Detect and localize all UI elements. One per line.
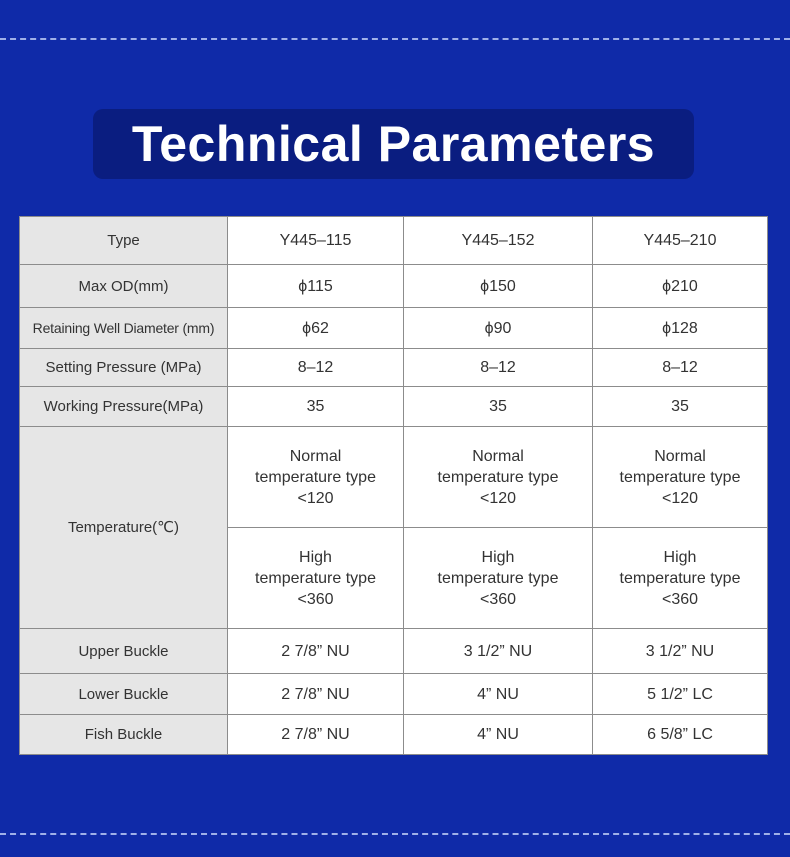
- top-dashed-divider: [0, 38, 790, 40]
- table-cell: 35: [228, 387, 404, 427]
- table-cell: 3 1/2” NU: [593, 629, 768, 674]
- page-title: Technical Parameters: [131, 116, 656, 172]
- row-label: Fish Buckle: [20, 715, 228, 755]
- table-cell: 2 7/8” NU: [228, 674, 404, 715]
- cell-line: High: [663, 548, 697, 566]
- table-cell: 3 1/2” NU: [404, 629, 593, 674]
- table-cell: Y445–115: [228, 217, 404, 265]
- cell-line: <120: [297, 489, 334, 507]
- table-cell: [593, 427, 768, 528]
- table-row-retaining-well-diameter: [20, 308, 768, 349]
- table-cell: 5 1/2” LC: [593, 674, 768, 715]
- cell-line: temperature type: [255, 569, 376, 587]
- table-cell: [228, 427, 404, 528]
- table-cell: 8–12: [228, 349, 404, 387]
- table-cell: ϕ128: [593, 308, 768, 349]
- table-row-upper-buckle: [20, 629, 768, 674]
- cell-line: temperature type: [437, 468, 559, 486]
- table-cell: Y445–152: [404, 217, 593, 265]
- table-cell: 2 7/8” NU: [228, 629, 404, 674]
- table-row-fish-buckle: [20, 715, 768, 755]
- title-banner: [93, 109, 694, 179]
- cell-line: <120: [479, 489, 517, 507]
- cell-line: High: [299, 548, 332, 566]
- table-cell: 6 5/8” LC: [593, 715, 768, 755]
- table-cell: Y445–210: [593, 217, 768, 265]
- table-row-setting-pressure: [20, 349, 768, 387]
- table-cell: 2 7/8” NU: [228, 715, 404, 755]
- table-cell: ϕ150: [404, 265, 593, 308]
- table-row-max-od: [20, 265, 768, 308]
- row-label: Max OD(mm): [20, 265, 228, 308]
- table-cell: [228, 528, 404, 629]
- table-cell: 4” NU: [404, 715, 593, 755]
- table-cell: [404, 528, 593, 629]
- table-cell: ϕ115: [228, 265, 404, 308]
- cell-line: temperature type: [437, 569, 559, 587]
- table-cell: 8–12: [404, 349, 593, 387]
- table-cell: ϕ210: [593, 265, 768, 308]
- table-row-lower-buckle: [20, 674, 768, 715]
- table-cell: 35: [404, 387, 593, 427]
- cell-line: Normal: [654, 447, 706, 465]
- row-label: Lower Buckle: [20, 674, 228, 715]
- cell-line: temperature type: [255, 468, 376, 486]
- cell-line: temperature type: [619, 569, 741, 587]
- cell-line: High: [481, 548, 515, 566]
- cell-line: Normal: [289, 447, 342, 465]
- cell-line: temperature type: [619, 468, 741, 486]
- table-cell: ϕ90: [404, 308, 593, 349]
- bottom-dashed-divider: [0, 833, 790, 835]
- table-cell: 35: [593, 387, 768, 427]
- table-row-type: [20, 217, 768, 265]
- cell-line: Normal: [472, 447, 524, 465]
- table-cell: [404, 427, 593, 528]
- table-cell: 8–12: [593, 349, 768, 387]
- cell-line: <360: [661, 590, 699, 608]
- table-cell: 4” NU: [404, 674, 593, 715]
- table-row-temperature-normal: [20, 427, 768, 528]
- cell-line: <360: [479, 590, 517, 608]
- row-label: Retaining Well Diameter (mm): [20, 308, 228, 349]
- row-label: Working Pressure(MPa): [20, 387, 228, 427]
- row-label: Type: [20, 217, 228, 265]
- table-row-working-pressure: [20, 387, 768, 427]
- row-label: Upper Buckle: [20, 629, 228, 674]
- row-label: Setting Pressure (MPa): [20, 349, 228, 387]
- cell-line: <120: [661, 489, 699, 507]
- table-cell: ϕ62: [228, 308, 404, 349]
- cell-line: <360: [297, 590, 334, 608]
- row-label: Temperature(℃): [20, 427, 228, 629]
- table-cell: [593, 528, 768, 629]
- technical-parameters-table: [19, 216, 768, 755]
